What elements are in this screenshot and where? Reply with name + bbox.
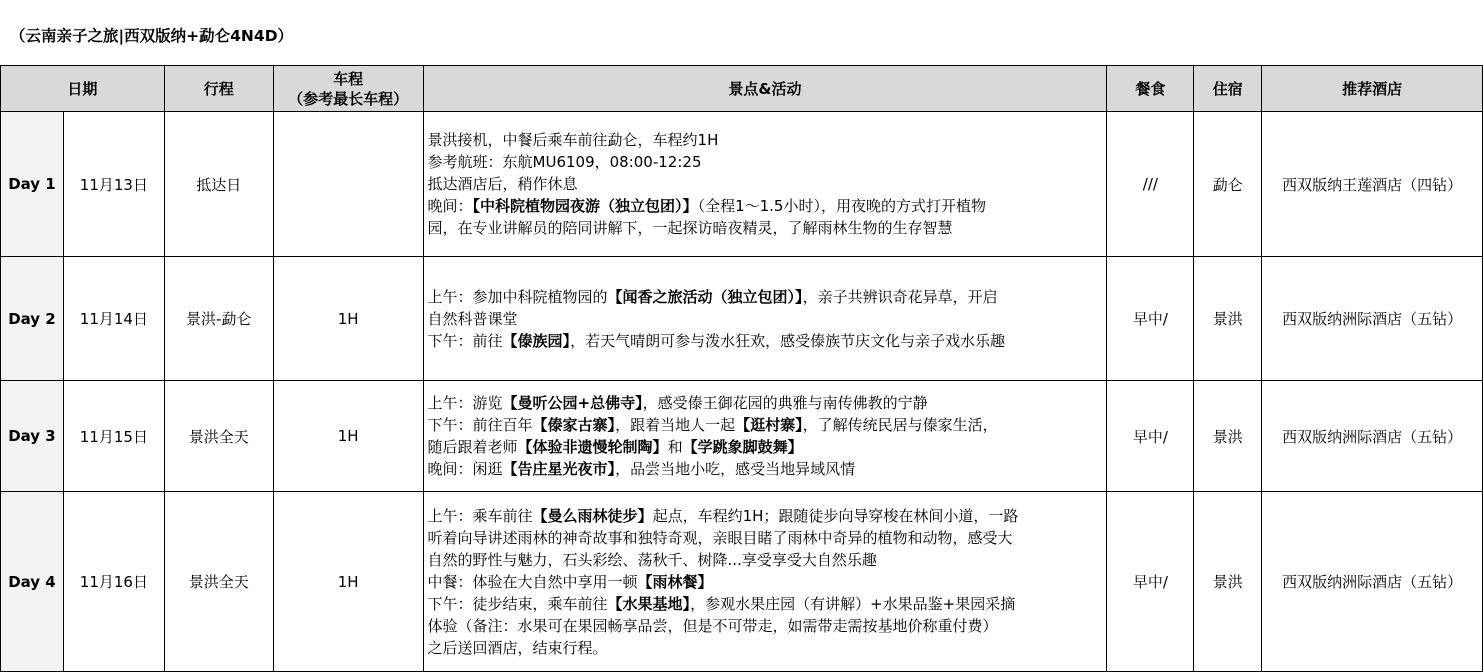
drive-cell: 1H	[273, 492, 423, 672]
activity-highlight: 【傣族园】	[502, 331, 571, 350]
activity-line	[428, 151, 1103, 173]
activity-line	[428, 195, 1103, 217]
activity-line	[428, 129, 1103, 151]
activities-cell	[423, 381, 1107, 492]
activity-text: 之后送回酒店，结束行程。	[427, 638, 608, 657]
activity-highlight: 【闻香之旅活动（独立包团）】	[607, 287, 803, 306]
table-row	[1, 492, 1483, 672]
activity-line	[428, 392, 1103, 414]
activity-text: ，了解传统民居与傣家生活，	[802, 416, 998, 434]
table-row	[1, 112, 1483, 257]
header-stay: 住宿	[1194, 66, 1262, 112]
activities-cell	[423, 257, 1107, 381]
activity-line	[428, 217, 1103, 239]
activity-text: 上午：参加中科院植物园的	[427, 287, 608, 306]
activity-text: ，亲子共辨识奇花异草，开启	[802, 287, 998, 306]
activity-text: 下午：徒步结束，乘车前往	[427, 594, 608, 613]
activity-text: 晚间：	[427, 197, 473, 215]
stay-cell: 景洪	[1194, 381, 1262, 492]
itinerary-title: （云南亲子之旅|西双版纳+勐仑4N4D）	[10, 27, 294, 45]
activity-highlight: 【曼听公园+总佛寺】	[502, 394, 643, 412]
activity-text: 起点，车程约1H；跟随徒步向导穿梭在林间小道，一路	[652, 506, 1019, 525]
itinerary-table	[0, 65, 1483, 672]
date-cell: 11月16日	[63, 492, 164, 672]
activity-text: 参考航班：东航MU6109，08:00-12:25	[427, 153, 702, 171]
stay-cell: 勐仑	[1194, 112, 1262, 257]
activity-highlight: 【水果基地】	[607, 594, 691, 613]
hotel-cell: 西双版纳洲际酒店（五钻）	[1262, 492, 1483, 672]
stay-cell: 景洪	[1194, 492, 1262, 672]
day-label: Day 3	[1, 381, 64, 492]
activity-text: 下午：前往百年	[427, 416, 533, 434]
activity-text: 体验（备注：水果可在果园畅享品尝，但是不可带走，如需带走需按基地价称重付费）	[427, 616, 998, 635]
table-row	[1, 381, 1483, 492]
meals-cell: 早中/	[1107, 492, 1194, 672]
activity-line	[428, 637, 1103, 659]
activities-cell	[423, 112, 1107, 257]
activity-highlight: 【傣家古寨】	[532, 416, 616, 434]
date-cell: 11月15日	[63, 381, 164, 492]
activity-line	[428, 593, 1103, 615]
drive-cell	[273, 112, 423, 257]
activity-highlight: 【中科院植物园夜游（独立包团）】	[472, 197, 698, 215]
activity-text: 抵达酒店后，稍作休息	[427, 175, 578, 193]
header-drive-line1: 车程	[333, 69, 364, 88]
date-cell: 11月14日	[63, 257, 164, 381]
hotel-cell: 西双版纳王莲酒店（四钻）	[1262, 112, 1483, 257]
day-label: Day 2	[1, 257, 64, 381]
hotel-cell: 西双版纳洲际酒店（五钻）	[1262, 381, 1483, 492]
activity-line	[428, 505, 1103, 527]
activity-text: 上午：游览	[427, 394, 503, 412]
activity-line	[428, 173, 1103, 195]
header-meals: 餐食	[1107, 66, 1194, 112]
activity-line	[428, 286, 1103, 308]
activity-text: 和	[667, 438, 683, 456]
activity-text: ，参观水果庄园（有讲解）+水果品鉴+果园采摘	[690, 594, 1016, 613]
header-date: 日期	[1, 66, 165, 112]
activity-text: ，跟着当地人一起	[615, 416, 736, 434]
activity-text: 下午：前往	[427, 331, 503, 350]
activity-highlight: 【曼么雨林徒步】	[532, 506, 653, 525]
activity-text: 景洪接机，中餐后乘车前往勐仑，车程约1H	[427, 131, 719, 149]
activity-line	[428, 571, 1103, 593]
activity-text: ，品尝当地小吃，感受当地异域风情	[615, 460, 856, 478]
activity-text: 中餐：体验在大自然中享用一顿	[427, 572, 638, 591]
header-hotel: 推荐酒店	[1262, 66, 1483, 112]
activity-text: 晚间：闲逛	[427, 460, 503, 478]
activity-line	[428, 330, 1103, 352]
header-drive	[273, 66, 423, 112]
activity-highlight: 【告庄星光夜市】	[502, 460, 616, 478]
route-cell: 景洪-勐仑	[164, 257, 273, 381]
day-label: Day 1	[1, 112, 64, 257]
meals-cell: 早中/	[1107, 257, 1194, 381]
activity-line	[428, 615, 1103, 637]
activity-text: （全程1～1.5小时），用夜晚的方式打开植物	[697, 197, 986, 215]
route-cell: 景洪全天	[164, 381, 273, 492]
activity-highlight: 【学跳象脚鼓舞】	[682, 438, 803, 456]
activity-line	[428, 436, 1103, 458]
activity-line	[428, 458, 1103, 480]
activity-text: 上午：乘车前往	[427, 506, 533, 525]
activities-cell	[423, 492, 1107, 672]
header-row	[1, 66, 1483, 112]
meals-cell: 早中/	[1107, 381, 1194, 492]
date-cell: 11月13日	[63, 112, 164, 257]
activity-text: ，若天气晴朗可参与泼水狂欢，感受傣族节庆文化与亲子戏水乐趣	[570, 331, 1006, 350]
activity-line	[428, 308, 1103, 330]
table-row	[1, 257, 1483, 381]
header-activities: 景点&活动	[423, 66, 1107, 112]
activity-text: 听着向导讲述雨林的神奇故事和独特奇观，亲眼目睹了雨林中奇异的植物和动物，感受大	[427, 528, 1013, 547]
header-route: 行程	[164, 66, 273, 112]
route-cell: 景洪全天	[164, 492, 273, 672]
activity-text: 随后跟着老师	[427, 438, 518, 456]
activity-line	[428, 527, 1103, 549]
activity-text: 园，在专业讲解员的陪同讲解下，一起探访暗夜精灵，了解雨林生物的生存智慧	[427, 219, 953, 237]
header-drive-line2: （参考最长车程）	[288, 89, 409, 108]
activity-highlight: 【雨林餐】	[637, 572, 713, 591]
activity-text: ，感受傣王御花园的典雅与南传佛教的宁静	[642, 394, 928, 412]
day-label: Day 4	[1, 492, 64, 672]
activity-line	[428, 549, 1103, 571]
meals-cell: ///	[1107, 112, 1194, 257]
activity-highlight: 【逛村寨】	[735, 416, 803, 434]
hotel-cell: 西双版纳洲际酒店（五钻）	[1262, 257, 1483, 381]
stay-cell: 景洪	[1194, 257, 1262, 381]
drive-cell: 1H	[273, 381, 423, 492]
activity-highlight: 【体验非遗慢轮制陶】	[517, 438, 668, 456]
activity-line	[428, 414, 1103, 436]
activity-text: 自然的野性与魅力，石头彩绘、荡秋千、树降...享受享受大自然乐趣	[427, 550, 877, 569]
activity-text: 自然科普课堂	[427, 309, 518, 328]
drive-cell: 1H	[273, 257, 423, 381]
route-cell: 抵达日	[164, 112, 273, 257]
